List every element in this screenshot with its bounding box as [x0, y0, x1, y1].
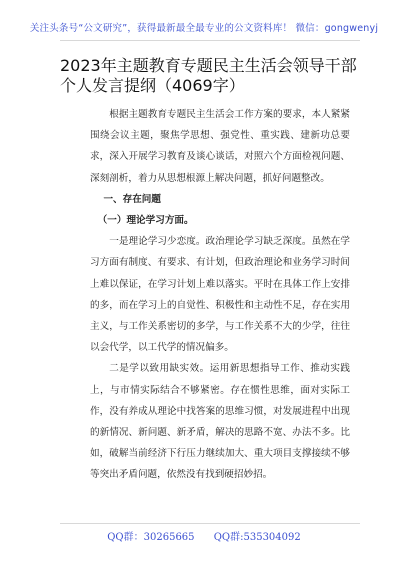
- footer-qq-group-2: QQ群:535304092: [213, 532, 301, 543]
- section-heading: 一、存在问题: [103, 193, 161, 205]
- body-paragraph-1: 一是理论学习少恋度。政治理论学习缺乏深度。虽然在学习方面有制度、有要求、有计划，但政治理论和业务学习时间上难以保证，在学习计划上难以落实。平时在具体工作上安排的多，而在学习上的自觉性、积极性和主动性不足，存在实用主义，与工作关系密切的多学，与工作关系不大的少学，往往以会代学，以工代学的情况偏多。: [90, 236, 350, 354]
- footer-divider: [60, 523, 360, 524]
- header-note: 关注头条号“公文研究”，获得最新最全最专业的公文资料库！ 微信：gongwenyj: [29, 23, 379, 34]
- intro-paragraph: 根据主题教育专题民主生活会工作方案的要求，本人紧紧围绕会议主题，聚焦学思想、强党性、重实践、建新功总要求，深入开展学习教育及谈心谈话，对照六个方面检视问题、深刻剖析，着力从思想根源上解决问题，抓好问题整改。: [90, 109, 350, 184]
- document-body: [90, 104, 350, 486]
- header-divider: [60, 40, 360, 41]
- subsection-heading: （一）理论学习方面。: [97, 215, 194, 227]
- footer-qq-group-1: QQ群：30265665: [107, 532, 195, 543]
- footer: [0, 528, 408, 543]
- body-paragraph-2: 二是学以致用缺实效。运用新思想指导工作、推动实践上，与市情实际结合不够紧密。存在惯性思维，面对实际工作，没有养成从理论中找答案的思维习惯，对发展进程中出现的新情况、新问题、新矛盾，解决的思路不宽、办法不多。比如，破解当前经济下行压力继续加大、重大项目支撑接续不够等突出矛盾问题，依然没有找到硬招妙招。: [90, 363, 350, 481]
- document-title: 2023年主题教育专题民主生活会领导干部个人发言提纲（4069字）: [60, 56, 357, 95]
